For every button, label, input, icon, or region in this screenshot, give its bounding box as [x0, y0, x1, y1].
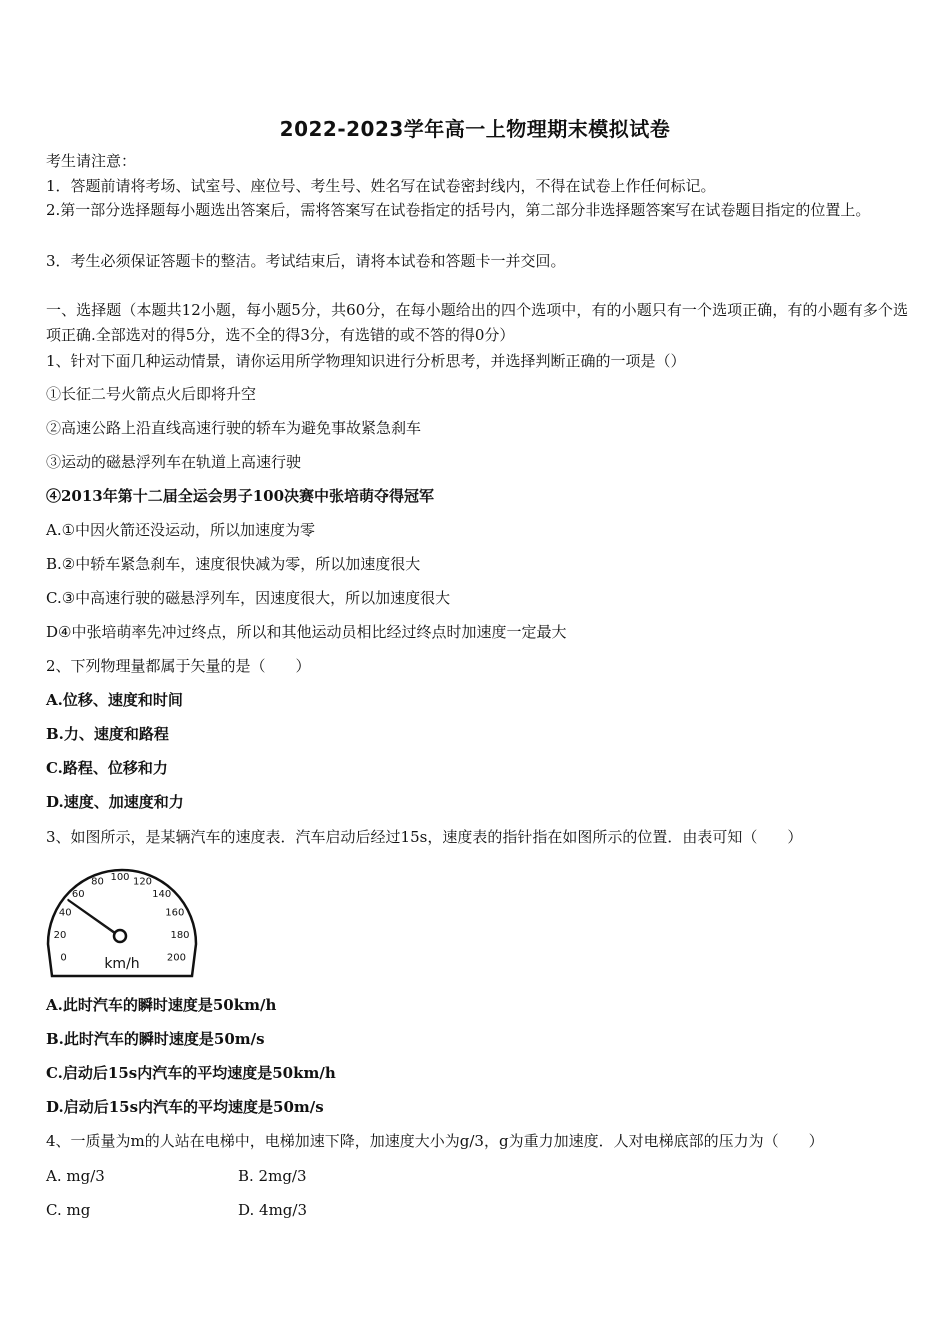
q1-scene-4: ④2013年第十二届全运会男子100决赛中张培萌夺得冠军: [46, 487, 435, 505]
gauge-hub: [114, 930, 126, 942]
q3-option-a: A.此时汽车的瞬时速度是50km/h: [46, 996, 277, 1014]
q2-stem: 2、下列物理量都属于矢量的是（ ）: [46, 657, 311, 675]
q3-option-d: D.启动后15s内汽车的平均速度是50m/s: [46, 1098, 324, 1116]
gauge-tick-label: 140: [152, 888, 172, 900]
q1-scene-2: ②高速公路上沿直线高速行驶的轿车为避免事故紧急刹车: [46, 419, 422, 437]
q4-option-c: C. mg: [46, 1201, 91, 1219]
q1-option-d: D④中张培萌率先冲过终点，所以和其他运动员相比经过终点时加速度一定最大: [46, 623, 567, 641]
gauge-tick-label: 180: [170, 929, 190, 941]
q1-option-c: C.③中高速行驶的磁悬浮列车，因速度很大，所以加速度很大: [46, 589, 451, 607]
q1-scene-3: ③运动的磁悬浮列车在轨道上高速行驶: [46, 453, 302, 471]
gauge-unit-label: km/h: [104, 956, 140, 972]
q3-stem: 3、如图所示，是某辆汽车的速度表．汽车启动后经过15s，速度表的指针指在如图所示的位置．由表可知（ ）: [46, 828, 803, 846]
notice-item-2: 2.第一部分选择题每小题选出答案后，需将答案写在试卷指定的括号内，第二部分非选择题答案写在试卷题目指定的位置上。: [46, 201, 871, 219]
q1-option-a: A.①中因火箭还没运动，所以加速度为零: [46, 521, 316, 539]
q3-option-c: C.启动后15s内汽车的平均速度是50km/h: [46, 1064, 336, 1082]
q4-option-d: D. 4mg/3: [238, 1201, 307, 1219]
q2-option-a: A.位移、速度和时间: [46, 691, 183, 709]
q2-option-b: B.力、速度和路程: [46, 725, 169, 743]
exam-title: 2022-2023学年高一上物理期末模拟试卷: [279, 117, 671, 141]
gauge-tick-label: 20: [53, 929, 67, 941]
q1-stem: 1、针对下面几种运动情景，请你运用所学物理知识进行分析思考，并选择判断正确的一项是（）: [46, 352, 686, 370]
q4-option-b: B. 2mg/3: [238, 1167, 307, 1185]
gauge-tick-label: 200: [166, 952, 186, 964]
notice-item-1: 1．答题前请将考场、试室号、座位号、考生号、姓名写在试卷密封线内，不得在试卷上作任何标记。: [46, 177, 716, 195]
gauge-tick-label: 0: [60, 952, 67, 964]
section-heading: 一、选择题（本题共12小题，每小题5分，共60分，在每小题给出的四个选项中，有的小题只有一个选项正确，有的小题有多个选项正确.全部选对的得5分，选不全的得3分，有选错的或不答的得0分）: [46, 301, 908, 344]
q1-option-b: B.②中轿车紧急刹车，速度很快减为零，所以加速度很大: [46, 555, 421, 573]
q2-option-c: C.路程、位移和力: [46, 759, 168, 777]
speedometer-figure: [46, 858, 198, 982]
gauge-tick-label: 40: [58, 907, 72, 919]
gauge-tick-label: 60: [71, 888, 85, 900]
q3-option-b: B.此时汽车的瞬时速度是50m/s: [46, 1030, 265, 1048]
gauge-tick-label: 100: [110, 872, 130, 883]
gauge-tick-label: 120: [132, 876, 153, 888]
q4-option-a: A. mg/3: [46, 1167, 105, 1185]
notice-heading: 考生请注意：: [46, 152, 137, 170]
q1-scene-1: ①长征二号火箭点火后即将升空: [46, 385, 257, 403]
q4-stem: 4、一质量为m的人站在电梯中，电梯加速下降，加速度大小为g/3，g为重力加速度．人对电梯底部的压力为（ ）: [46, 1132, 824, 1150]
gauge-needle: [68, 899, 120, 936]
notice-item-3: 3．考生必须保证答题卡的整洁。考试结束后，请将本试卷和答题卡一并交回。: [46, 252, 566, 270]
gauge-tick-label: 80: [91, 876, 104, 888]
gauge-tick-label: 160: [165, 907, 185, 919]
q2-option-d: D.速度、加速度和力: [46, 793, 184, 811]
